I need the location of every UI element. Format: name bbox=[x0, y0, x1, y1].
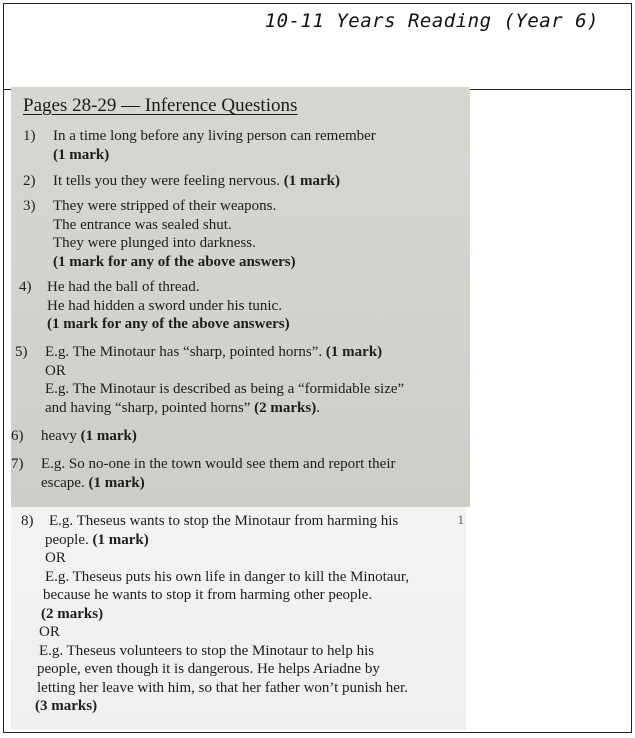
answer-line: people, even though it is dangerous. He helps Ariadne by bbox=[37, 661, 380, 677]
answer-line: E.g. The Minotaur has “sharp, pointed horns”. bbox=[45, 344, 326, 360]
question-number: 1) bbox=[23, 128, 36, 144]
mark-label: (1 mark) bbox=[325, 344, 383, 360]
or-label: OR bbox=[45, 550, 66, 566]
answer-line: The entrance was sealed shut. bbox=[53, 216, 232, 233]
stray-mark: 1 bbox=[457, 512, 464, 527]
answer-line: In a time long before any living person can remember bbox=[53, 128, 376, 144]
mark-label: (1 mark) bbox=[88, 474, 145, 491]
mark-label: (2 marks) bbox=[254, 399, 317, 416]
mark-label: (1 mark) bbox=[92, 531, 149, 548]
mark-label: (2 marks) bbox=[41, 605, 104, 622]
answer-line: It tells you they were feeling nervous. bbox=[53, 173, 284, 189]
answer-line: He had hidden a sword under his tunic. bbox=[47, 297, 282, 314]
mark-label: (1 mark) bbox=[283, 173, 341, 189]
question-number: 8) bbox=[21, 513, 34, 529]
question-number: 6) bbox=[11, 428, 24, 444]
answer-line: heavy bbox=[41, 428, 81, 444]
answer-line: E.g. The Minotaur is described as being a “formidable size” bbox=[45, 381, 405, 397]
answer-line-end: . bbox=[316, 399, 320, 416]
answer-line: E.g. Theseus puts his own life in danger to kill the Minotaur, bbox=[45, 568, 410, 585]
answer-line: escape. bbox=[41, 474, 89, 491]
question-number: 7) bbox=[11, 456, 24, 472]
answer-photo-top bbox=[11, 87, 470, 507]
or-label: OR bbox=[39, 624, 60, 640]
mark-label: (3 marks) bbox=[35, 698, 98, 714]
or-label: OR bbox=[45, 362, 66, 379]
mark-label: (1 mark) bbox=[53, 146, 110, 163]
answer-photo-bottom bbox=[11, 507, 466, 730]
answer-line: and having “sharp, pointed horns” bbox=[45, 399, 255, 416]
page-title: 10-11 Years Reading (Year 6) bbox=[264, 10, 599, 32]
answer-line: They were stripped of their weapons. bbox=[53, 198, 277, 214]
answer-line: E.g. Theseus wants to stop the Minotaur from harming his bbox=[49, 513, 399, 529]
mark-label: (1 mark for any of the above answers) bbox=[47, 316, 290, 332]
header-cell bbox=[4, 4, 631, 90]
answer-line: because he wants to stop it from harming other people. bbox=[43, 587, 373, 603]
answer-line: people. bbox=[45, 531, 93, 548]
mark-label: (1 mark for any of the above answers) bbox=[53, 253, 296, 270]
question-number: 2) bbox=[23, 173, 36, 189]
answer-line: E.g. Theseus volunteers to stop the Minotaur to help his bbox=[39, 642, 375, 659]
question-number: 5) bbox=[15, 344, 28, 360]
question-number: 4) bbox=[19, 279, 32, 295]
answer-line: They were plunged into darkness. bbox=[53, 235, 256, 251]
answer-line: E.g. So no-one in the town would see them and report their bbox=[41, 456, 396, 472]
answer-line: He had the ball of thread. bbox=[47, 279, 200, 295]
answers-heading: Pages 28-29 — Inference Questions bbox=[23, 95, 298, 116]
answer-line: letting her leave with him, so that her father won’t punish her. bbox=[37, 679, 408, 696]
question-number: 3) bbox=[23, 198, 36, 214]
mark-label: (1 mark) bbox=[80, 428, 137, 444]
